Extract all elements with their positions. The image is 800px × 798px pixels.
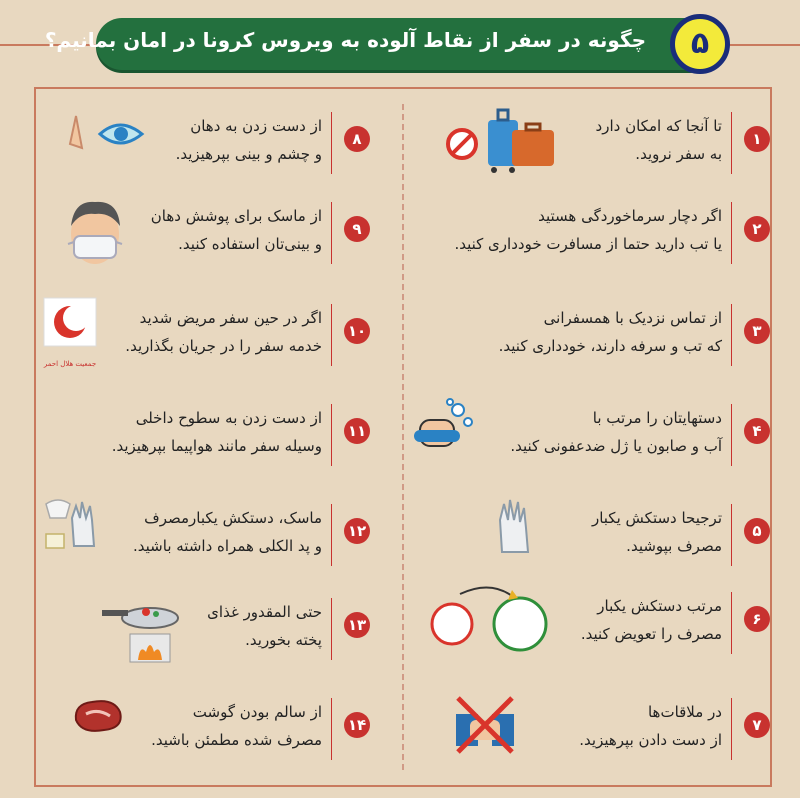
tip-text: اگر در حین سفر مریض شدید خدمه سفر را در جریان بگذارید.: [125, 309, 322, 355]
tip-item-10: [40, 296, 370, 382]
tip-text: دستهایتان را مرتب با آب و صابون یا ژل ضدعفونی کنید.: [510, 409, 722, 455]
handshake-no-icon: [450, 690, 520, 760]
cooking-pan-icon: [100, 590, 190, 670]
tip-item-8: [60, 104, 370, 190]
tip-text: از سالم بودن گوشت مصرف شده مطمئن باشید.: [151, 703, 322, 749]
tip-item-12: [40, 496, 370, 582]
tip-number: ۱۴: [344, 712, 370, 738]
tip-text: تا آنجا که امکان دارد به سفر نروید.: [595, 117, 722, 163]
tip-text: از تماس نزدیک با همسفرانی که تب و سرفه دارند، خودداری کنید.: [498, 309, 722, 355]
tip-item-6: [420, 584, 770, 670]
page-title: چگونه در سفر از نقاط آلوده به ویروس کرونا در امان بمانیم؟: [44, 28, 646, 52]
tip-item-4: [410, 396, 770, 482]
tip-number: ۹: [344, 216, 370, 242]
tip-item-2: [440, 194, 770, 280]
tip-number: ۴: [744, 418, 770, 444]
section-number-badge: ۵: [670, 14, 730, 74]
tip-number: ۱: [744, 126, 770, 152]
glove-swap-icon: [420, 584, 560, 654]
tip-item-13: [100, 590, 370, 676]
tip-item-3: [440, 296, 770, 382]
tip-text: مرتب دستکش یکبار مصرف را تعویض کنید.: [580, 597, 722, 643]
tip-text: ترجیحا دستکش یکبار مصرف بپوشید.: [591, 509, 722, 555]
tip-text: ماسک، دستکش یکبارمصرف و پد الکلی همراه داشته باشید.: [133, 509, 322, 555]
tip-number: ۱۳: [344, 612, 370, 638]
tip-item-1: [440, 104, 770, 190]
tip-number: ۲: [744, 216, 770, 242]
tip-item-7: [450, 690, 770, 776]
tip-number: ۷: [744, 712, 770, 738]
tip-text: حتی المقدور غذای پخته بخورید.: [207, 603, 322, 649]
header-banner: [44, 18, 716, 70]
tip-number: ۶: [744, 606, 770, 632]
tip-text: از دست زدن به دهان و چشم و بینی بپرهیزید.: [175, 117, 322, 163]
column-divider: [402, 104, 405, 770]
tip-number: ۱۲: [344, 518, 370, 544]
tip-number: ۱۰: [344, 318, 370, 344]
tip-text: در ملاقات‌ها از دست دادن بپرهیزید.: [579, 703, 722, 749]
meat-icon: [70, 690, 130, 750]
red-crescent-logo-text: جمعیت هلال احمر: [43, 360, 97, 368]
tip-number: ۱۱: [344, 418, 370, 444]
tip-item-11: [40, 396, 370, 482]
tip-text: از دست زدن به سطوح داخلی وسیله سفر مانند هواپیما بپرهیزید.: [111, 409, 322, 455]
tip-item-14: [70, 690, 370, 776]
tip-number: ۳: [744, 318, 770, 344]
tip-text: اگر دچار سرماخوردگی هستید یا تب دارید حتما از مسافرت خودداری کنید.: [454, 207, 722, 253]
tip-item-9: [60, 194, 370, 280]
tip-number: ۵: [744, 518, 770, 544]
tip-item-5: [440, 496, 770, 582]
tip-number: ۸: [344, 126, 370, 152]
tip-text: از ماسک برای پوشش دهان و بینی‌تان استفاده کنید.: [150, 207, 322, 253]
